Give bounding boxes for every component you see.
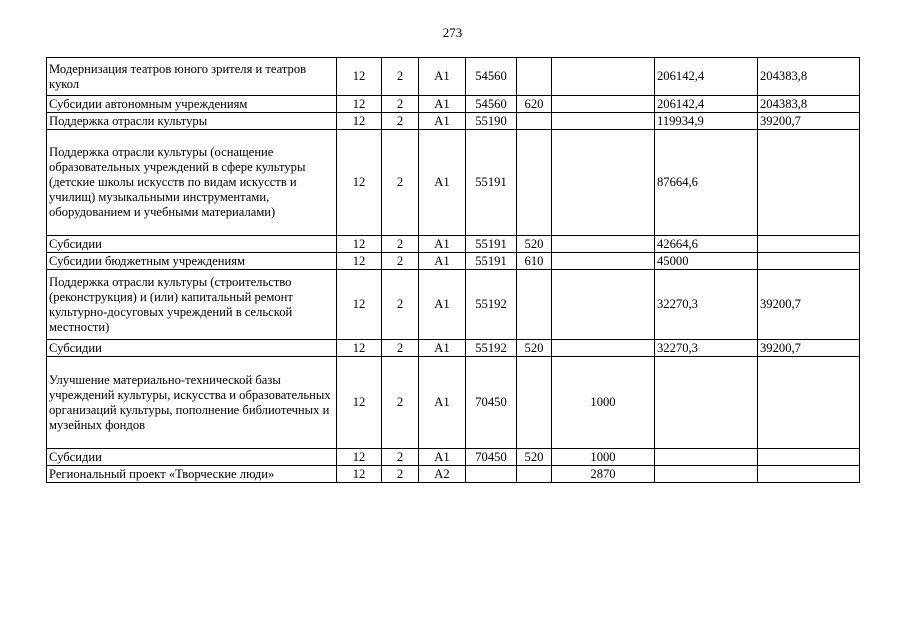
cell-expense-type: 620 xyxy=(517,96,552,113)
cell-section: 12 xyxy=(337,113,382,130)
cell-expense-type xyxy=(517,113,552,130)
cell-amount-1: 1000 xyxy=(552,357,655,449)
cell-section: 12 xyxy=(337,96,382,113)
cell-subsection: 2 xyxy=(382,58,419,96)
cell-amount-3 xyxy=(758,253,860,270)
cell-amount-1 xyxy=(552,340,655,357)
cell-section: 12 xyxy=(337,253,382,270)
cell-direction: 55191 xyxy=(466,236,517,253)
row-name: Субсидии xyxy=(47,340,337,357)
cell-amount-1: 1000 xyxy=(552,449,655,466)
cell-amount-3: 39200,7 xyxy=(758,340,860,357)
row-name: Субсидии бюджетным учреждениям xyxy=(47,253,337,270)
cell-expense-type: 520 xyxy=(517,340,552,357)
cell-amount-3 xyxy=(758,466,860,483)
cell-section: 12 xyxy=(337,357,382,449)
cell-project: А1 xyxy=(419,113,466,130)
table-row xyxy=(47,253,860,270)
cell-amount-3 xyxy=(758,130,860,236)
cell-amount-2: 206142,4 xyxy=(655,96,758,113)
cell-amount-2: 32270,3 xyxy=(655,340,758,357)
cell-expense-type xyxy=(517,130,552,236)
cell-amount-3: 204383,8 xyxy=(758,96,860,113)
table-row xyxy=(47,466,860,483)
cell-subsection: 2 xyxy=(382,113,419,130)
cell-amount-3: 39200,7 xyxy=(758,113,860,130)
cell-amount-1 xyxy=(552,253,655,270)
cell-direction xyxy=(466,466,517,483)
cell-expense-type xyxy=(517,466,552,483)
cell-subsection: 2 xyxy=(382,253,419,270)
cell-direction: 55190 xyxy=(466,113,517,130)
cell-project: А1 xyxy=(419,96,466,113)
cell-amount-2: 42664,6 xyxy=(655,236,758,253)
table-row xyxy=(47,96,860,113)
cell-expense-type: 520 xyxy=(517,236,552,253)
cell-amount-1 xyxy=(552,130,655,236)
row-name: Региональный проект «Творческие люди» xyxy=(47,466,337,483)
cell-expense-type xyxy=(517,58,552,96)
cell-direction: 55192 xyxy=(466,340,517,357)
cell-section: 12 xyxy=(337,340,382,357)
row-name: Субсидии автономным учреждениям xyxy=(47,96,337,113)
table-row xyxy=(47,270,860,340)
cell-subsection: 2 xyxy=(382,449,419,466)
cell-project: А2 xyxy=(419,466,466,483)
cell-amount-1 xyxy=(552,270,655,340)
cell-project: А1 xyxy=(419,357,466,449)
cell-subsection: 2 xyxy=(382,466,419,483)
cell-amount-3: 39200,7 xyxy=(758,270,860,340)
table-row xyxy=(47,340,860,357)
table-row xyxy=(47,357,860,449)
row-name: Улучшение материально-технической базы учреждений культуры, искусства и образовательных организаций культуры, пополнение библиотечных и музейных фондов xyxy=(47,357,337,449)
cell-amount-2: 119934,9 xyxy=(655,113,758,130)
cell-subsection: 2 xyxy=(382,236,419,253)
cell-section: 12 xyxy=(337,270,382,340)
cell-project: А1 xyxy=(419,58,466,96)
row-name: Субсидии xyxy=(47,236,337,253)
cell-subsection: 2 xyxy=(382,357,419,449)
cell-amount-1 xyxy=(552,58,655,96)
cell-amount-2: 45000 xyxy=(655,253,758,270)
cell-project: А1 xyxy=(419,270,466,340)
cell-expense-type: 610 xyxy=(517,253,552,270)
cell-amount-2 xyxy=(655,449,758,466)
cell-amount-2 xyxy=(655,466,758,483)
cell-amount-3 xyxy=(758,357,860,449)
cell-amount-1 xyxy=(552,96,655,113)
cell-subsection: 2 xyxy=(382,96,419,113)
cell-subsection: 2 xyxy=(382,130,419,236)
cell-amount-1 xyxy=(552,236,655,253)
cell-subsection: 2 xyxy=(382,270,419,340)
cell-expense-type: 520 xyxy=(517,449,552,466)
budget-table xyxy=(46,57,860,483)
table-row xyxy=(47,449,860,466)
cell-amount-2 xyxy=(655,357,758,449)
row-name: Поддержка отрасли культуры xyxy=(47,113,337,130)
cell-section: 12 xyxy=(337,130,382,236)
page-number: 273 xyxy=(442,25,463,40)
cell-project: А1 xyxy=(419,340,466,357)
cell-project: А1 xyxy=(419,130,466,236)
table-row xyxy=(47,113,860,130)
cell-direction: 55191 xyxy=(466,130,517,236)
cell-section: 12 xyxy=(337,449,382,466)
cell-section: 12 xyxy=(337,236,382,253)
cell-project: А1 xyxy=(419,253,466,270)
row-name: Субсидии xyxy=(47,449,337,466)
cell-direction: 70450 xyxy=(466,357,517,449)
row-name: Поддержка отрасли культуры (оснащение образовательных учреждений в сфере культуры (детские школы искусств по видам искусств и училищ) музыкальными инструментами, оборудованием и учебными материалами) xyxy=(47,130,337,236)
cell-amount-1: 2870 xyxy=(552,466,655,483)
cell-amount-3: 204383,8 xyxy=(758,58,860,96)
cell-direction: 70450 xyxy=(466,449,517,466)
cell-section: 12 xyxy=(337,466,382,483)
row-name: Модернизация театров юного зрителя и театров кукол xyxy=(47,58,337,96)
cell-project: А1 xyxy=(419,449,466,466)
cell-amount-3 xyxy=(758,449,860,466)
cell-amount-2: 206142,4 xyxy=(655,58,758,96)
table-row xyxy=(47,58,860,96)
cell-expense-type xyxy=(517,357,552,449)
cell-section: 12 xyxy=(337,58,382,96)
cell-amount-3 xyxy=(758,236,860,253)
row-name: Поддержка отрасли культуры (строительство (реконструкция) и (или) капитальный ремонт культурно-досуговых учреждений в сельской местности) xyxy=(47,270,337,340)
table-row xyxy=(47,130,860,236)
cell-subsection: 2 xyxy=(382,340,419,357)
cell-direction: 54560 xyxy=(466,96,517,113)
cell-direction: 54560 xyxy=(466,58,517,96)
cell-amount-2: 87664,6 xyxy=(655,130,758,236)
cell-amount-2: 32270,3 xyxy=(655,270,758,340)
cell-direction: 55192 xyxy=(466,270,517,340)
cell-direction: 55191 xyxy=(466,253,517,270)
table-row xyxy=(47,236,860,253)
cell-project: А1 xyxy=(419,236,466,253)
cell-expense-type xyxy=(517,270,552,340)
cell-amount-1 xyxy=(552,113,655,130)
